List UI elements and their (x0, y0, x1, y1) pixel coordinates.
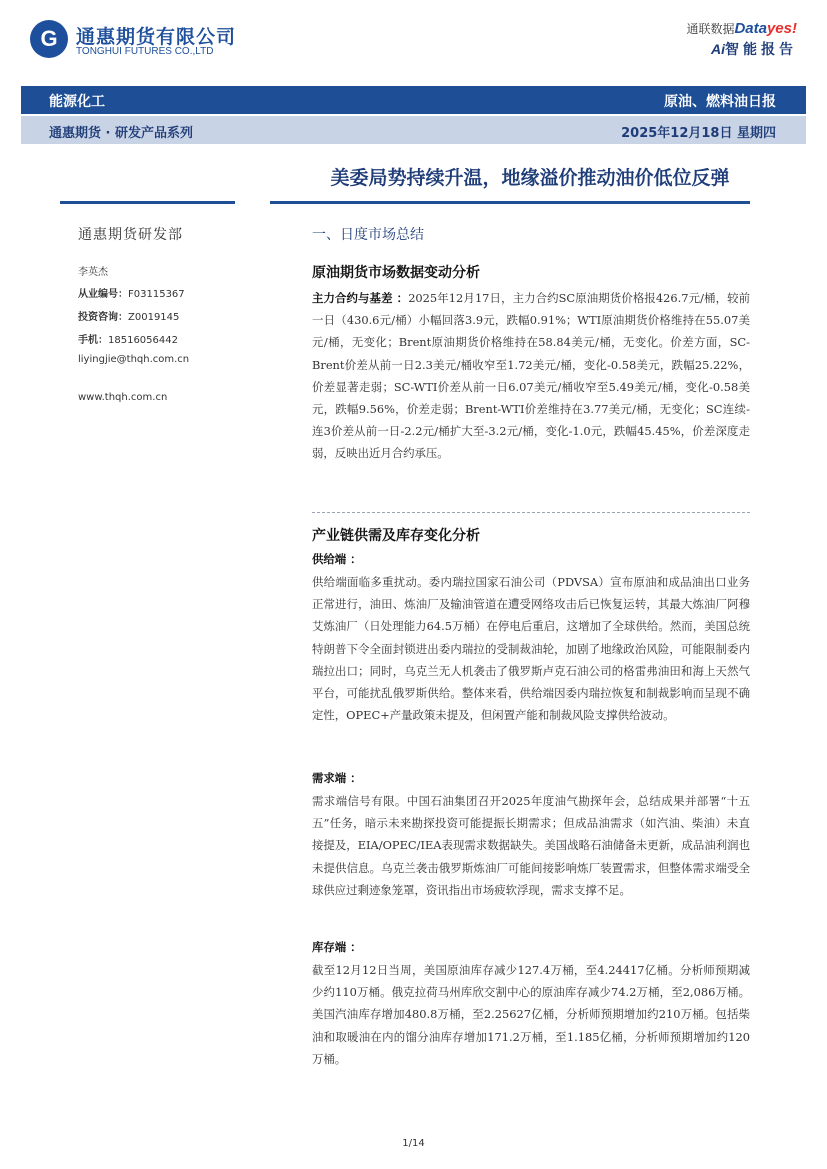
demand-paragraph: 需求端信号有限。中国石油集团召开2025年度油气勘探年会，总结成果并部署“十五五”任务，暗示未来勘探投资可能提振长期需求；但成品油需求（如汽油、柴油）未直接提及，EIA/OPEC/IEA表现需求数据缺失。美国战略石油储备未更新，成品油利润也未提供信息。乌克兰袭击俄罗斯炼油厂可能间接影响炼厂装置需求，但整体需求端受全球供应过剩迹象笼罩，资讯指出市场疲软浮现，需求支撑不足。 (312, 794, 750, 897)
partner-brand-yes: yes! (766, 20, 797, 37)
category-bar (21, 86, 806, 114)
supply-label: 供给端 ： (312, 552, 362, 566)
ai-label: Ai (711, 41, 725, 57)
advisor-label: 投资咨询： (78, 312, 128, 323)
page-number: 1/14 (402, 1138, 425, 1149)
inventory-paragraph: 截至12月12日当周，美国原油库存减少127.4万桶，至4.24417亿桶。分析师预期减少约110万桶。俄克拉荷马州库欣交割中心的原油库存减少74.2万桶，至2,086万桶。美国汽油库存增加480.8万桶，至2.25627亿桶，分析师预期增加约210万桶。包括柴油和取暖油在内的馏分油库存增加171.2万桶，至1.185亿桶，分析师预期增加约120万桶。 (312, 963, 750, 1066)
report-type-label: 原油、燃料油日报 (664, 94, 776, 110)
company-name-cn: 通惠期货有限公司 (76, 26, 237, 48)
email-link[interactable]: liyingjie@thqh.com.cn (78, 354, 190, 365)
partner-brand-data: Data (734, 20, 767, 37)
series-label: 通惠期货 · 研发产品系列 (49, 126, 193, 141)
research-dept: 通惠期货研发部 (78, 227, 183, 243)
company-logo-icon: G (30, 20, 68, 58)
demand-label: 需求端 ： (312, 771, 362, 785)
sidebar-divider (60, 201, 235, 204)
series-bar (21, 116, 806, 144)
report-date: 2025年12月18日 星期四 (621, 126, 776, 141)
company-name-en: TONGHUI FUTURES CO.,LTD (76, 46, 214, 57)
ai-report-badge (711, 39, 797, 59)
phone-value: 18516056442 (108, 335, 178, 346)
phone-label: 手机： (78, 335, 108, 346)
license-line (78, 285, 185, 300)
advisor-value: Z0019145 (128, 312, 180, 323)
license-value: F03115367 (128, 289, 185, 300)
section-heading: 一、日度市场总结 (312, 227, 424, 243)
license-label: 从业编号： (78, 289, 128, 300)
ai-report-label: 智能报告 (725, 42, 797, 58)
partner-brand (686, 20, 797, 37)
title-divider (270, 201, 750, 204)
partner-brand-prefix: 通联数据 (686, 22, 735, 36)
futures-text: 2025年12月17日，主力合约SC原油期货价格报426.7元/桶，较前一日（430.6元/桶）小幅回落3.9元，跌幅0.91%；WTI原油期货价格维持在55.07美元/桶，无变化；Brent原油期货价格维持在58.84美元/桶，无变化。价差方面，SC-Brent价差从前一日2.3美元/桶收窄至1.72美元/桶，变化-0.58美元，跌幅25.22%，价差显著走弱；SC-WTI价差从前一日6.07美元/桶收窄至5.49美元/桶，变化-0.58美元，跌幅9.56%，价差走弱；Brent-WTI价差维持在3.77美元/桶，无变化；SC连续-连3价差从前一日-2.2元/桶扩大至-3.2元/桶，变化-1.0元，跌幅45.45%，价差深度走弱，反映出近月合约承压。 (312, 291, 750, 461)
category-label: 能源化工 (49, 94, 105, 110)
futures-lead-label: 主力合约与基差 ： (312, 291, 409, 305)
section-divider (312, 512, 750, 513)
subsection-heading-supply-chain: 产业链供需及库存变化分析 (312, 528, 480, 544)
futures-paragraph (312, 287, 750, 465)
author-name: 李英杰 (78, 267, 108, 278)
website-link[interactable]: www.thqh.com.cn (78, 392, 168, 403)
inventory-label: 库存端 ： (312, 940, 362, 954)
subsection-heading-futures: 原油期货市场数据变动分析 (312, 265, 480, 281)
advisor-line (78, 308, 179, 323)
supply-paragraph: 供给端面临多重扰动。委内瑞拉国家石油公司（PDVSA）宣布原油和成品油出口业务正常进行，油田、炼油厂及输油管道在遭受网络攻击后已恢复运转，其最大炼油厂阿穆艾炼油厂（日处理能力64.5万桶）在停电后重启，这增加了全球供给。然而，美国总统特朗普下令全面封锁进出委内瑞拉的受制裁油轮，加剧了地缘政治风险，可能限制委内瑞拉出口；同时，乌克兰无人机袭击了俄罗斯卢克石油公司的格雷弗油田和海上天然气平台，可能扰乱俄罗斯供给。整体来看，供给端因委内瑞拉恢复和制裁影响而呈现不确定性，OPEC+产量政策未提及，但闲置产能和制裁风险支撑供给波动。 (312, 575, 750, 723)
report-title: 美委局势持续升温，地缘溢价推动油价低位反弹 (330, 167, 730, 189)
phone-line (78, 331, 178, 346)
